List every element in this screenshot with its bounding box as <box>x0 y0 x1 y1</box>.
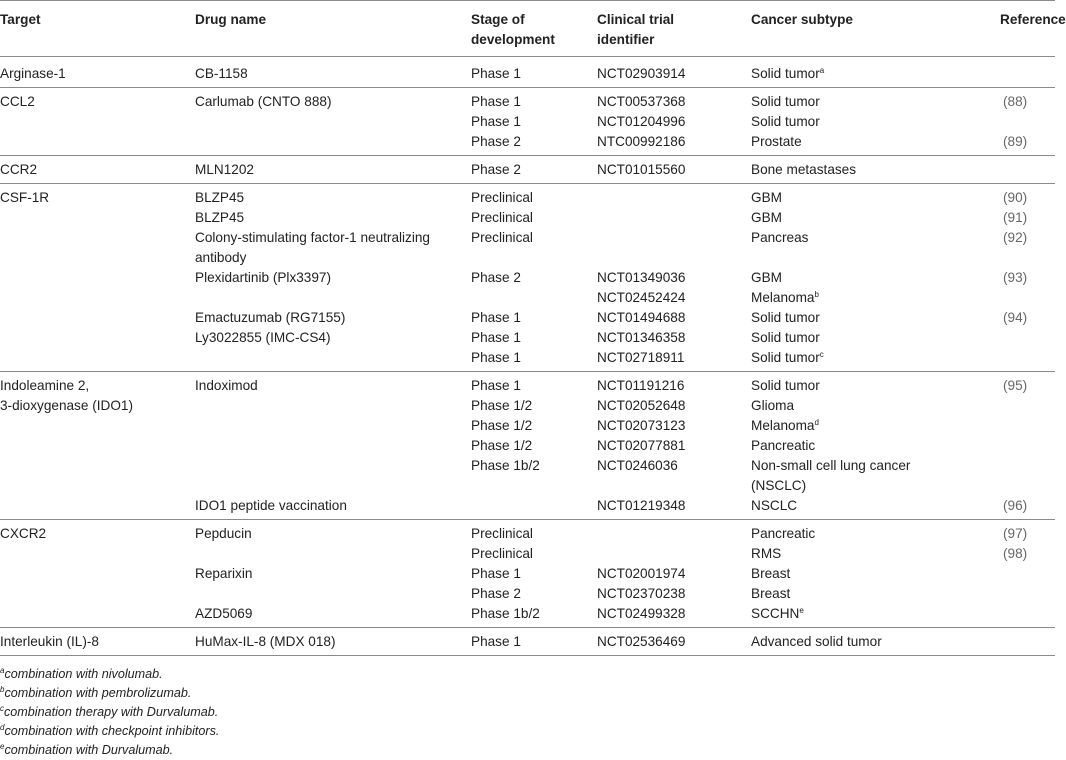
trial-identifier: NCT02073123 <box>597 418 686 433</box>
group-separator-rule <box>0 183 1055 184</box>
stage-of-development: Preclinical <box>471 546 533 561</box>
footnote-text: combination with nivolumab. <box>4 667 163 681</box>
reference-link[interactable]: (94) <box>1003 310 1028 325</box>
trial-identifier: NCT02001974 <box>597 566 686 581</box>
cancer-subtype: Melanoma$^b$ <box>751 290 819 305</box>
drug-name: MLN1202 <box>195 162 254 177</box>
cancer-subtype: Melanoma$^d$ <box>751 418 819 433</box>
footnote <box>0 664 163 684</box>
trial-identifier: NCT01015560 <box>597 162 686 177</box>
trial-identifier: NCT02452424 <box>597 290 686 305</box>
trial-identifier: NCT00537368 <box>597 94 686 109</box>
cancer-subtype: Prostate <box>751 134 802 149</box>
stage-of-development: Phase 1 <box>471 310 521 325</box>
group-separator-rule <box>0 627 1055 628</box>
group-separator-rule <box>0 371 1055 372</box>
drug-name: Colony-stimulating factor-1 neutralizing <box>195 230 430 245</box>
stage-of-development: Phase 1/2 <box>471 418 533 433</box>
target-name: Arginase-1 <box>0 66 66 81</box>
cancer-subtype: Breast <box>751 586 791 601</box>
table-bottom-rule <box>0 655 1055 656</box>
stage-of-development: Phase 1/2 <box>471 398 533 413</box>
reference-link[interactable]: (91) <box>1003 210 1028 225</box>
trial-identifier: NCT02499328 <box>597 606 686 621</box>
footnote-marker: a <box>0 666 5 675</box>
cancer-subtype: GBM <box>751 190 782 205</box>
drug-name: BLZP45 <box>195 190 245 205</box>
reference-link[interactable]: (95) <box>1003 378 1028 393</box>
footnote-marker: e <box>0 742 5 751</box>
drug-name: AZD5069 <box>195 606 253 621</box>
reference-link[interactable]: (88) <box>1003 94 1028 109</box>
target-name: CSF-1R <box>0 190 50 205</box>
cancer-subtype: RMS <box>751 546 782 561</box>
reference-link[interactable]: (92) <box>1003 230 1028 245</box>
drug-name: antibody <box>195 250 247 265</box>
drug-name: Emactuzumab (RG7155) <box>195 310 346 325</box>
stage-of-development: Phase 1 <box>471 94 521 109</box>
cancer-subtype: Pancreatic <box>751 526 816 541</box>
cancer-subtype: Non-small cell lung cancer <box>751 458 911 473</box>
table-top-rule <box>0 0 1055 1</box>
group-separator-rule <box>0 155 1055 156</box>
footnote-marker: e <box>799 606 804 615</box>
drug-name: Reparixin <box>195 566 253 581</box>
target-name: 3-dioxygenase (IDO1) <box>0 398 133 413</box>
cancer-subtype: Pancreas <box>751 230 809 245</box>
footnote-text: combination with pembrolizumab. <box>4 686 192 700</box>
cancer-subtype: Solid tumor <box>751 330 820 345</box>
cancer-subtype: Bone metastases <box>751 162 857 177</box>
stage-of-development: Phase 1 <box>471 378 521 393</box>
cancer-subtype: GBM <box>751 210 782 225</box>
drug-name: HuMax-IL-8 (MDX 018) <box>195 634 336 649</box>
header-target: Target <box>0 12 41 27</box>
stage-of-development: Phase 2 <box>471 270 521 285</box>
trial-identifier: NCT01219348 <box>597 498 686 513</box>
stage-of-development: Preclinical <box>471 190 533 205</box>
reference-link[interactable]: (96) <box>1003 498 1028 513</box>
cancer-subtype: Pancreatic <box>751 438 816 453</box>
drug-name: Plexidartinib (Plx3397) <box>195 270 332 285</box>
reference-link[interactable]: (90) <box>1003 190 1028 205</box>
stage-of-development: Phase 1b/2 <box>471 606 540 621</box>
target-name: CXCR2 <box>0 526 47 541</box>
footnote-marker: b <box>814 290 819 299</box>
target-name: Indoleamine 2, <box>0 378 90 393</box>
cancer-subtype: Solid tumor <box>751 378 820 393</box>
footnote-marker: a <box>819 66 825 75</box>
trial-identifier: NCT02370238 <box>597 586 686 601</box>
trial-identifier: NCT02718911 <box>597 350 685 365</box>
header-drug-name: Drug name <box>195 12 267 27</box>
stage-of-development: Phase 2 <box>471 162 521 177</box>
drug-name: Indoximod <box>195 378 258 393</box>
stage-of-development: Phase 1 <box>471 350 521 365</box>
cancer-subtype: Advanced solid tumor <box>751 634 882 649</box>
footnote <box>0 721 219 741</box>
footnote-marker: d <box>0 723 5 732</box>
target-name: CCR2 <box>0 162 38 177</box>
header-reference: Reference <box>1000 12 1066 27</box>
reference-link[interactable]: (89) <box>1003 134 1028 149</box>
trial-identifier: NCT01346358 <box>597 330 686 345</box>
footnote-text: combination with Durvalumab. <box>4 743 174 757</box>
stage-of-development: Phase 1/2 <box>471 438 533 453</box>
header-trial-id: Clinical trial <box>597 12 675 27</box>
trial-identifier: NTC00992186 <box>597 134 686 149</box>
cancer-subtype: NSCLC <box>751 498 798 513</box>
cancer-subtype: Solid tumor$^a$ <box>751 66 825 81</box>
target-name: CCL2 <box>0 94 35 109</box>
footnote <box>0 683 191 703</box>
footnote-text: combination therapy with Durvalumab. <box>4 705 219 719</box>
drug-name: CB-1158 <box>195 66 248 81</box>
stage-of-development: Preclinical <box>471 230 533 245</box>
cancer-subtype: Solid tumor <box>751 94 820 109</box>
footnote-marker: c <box>0 704 4 713</box>
trial-identifier: NCT0246036 <box>597 458 678 473</box>
stage-of-development: Phase 2 <box>471 586 521 601</box>
cancer-subtype: Breast <box>751 566 791 581</box>
group-separator-rule <box>0 519 1055 520</box>
header-stage: development <box>471 32 555 47</box>
stage-of-development: Preclinical <box>471 210 533 225</box>
header-cancer-subtype: Cancer subtype <box>751 12 853 27</box>
header-rule <box>0 56 1055 57</box>
reference-link[interactable]: (93) <box>1003 270 1028 285</box>
footnote-marker: d <box>814 418 819 427</box>
drug-name: BLZP45 <box>195 210 245 225</box>
stage-of-development: Phase 1 <box>471 114 521 129</box>
drug-name: Carlumab (CNTO 888) <box>195 94 332 109</box>
cancer-subtype: GBM <box>751 270 782 285</box>
stage-of-development: Phase 1b/2 <box>471 458 540 473</box>
cancer-subtype: Solid tumor$^c$ <box>751 350 824 365</box>
trial-identifier: NCT02052648 <box>597 398 686 413</box>
stage-of-development: Phase 1 <box>471 634 521 649</box>
stage-of-development: Preclinical <box>471 526 533 541</box>
drug-name: Pepducin <box>195 526 252 541</box>
cancer-subtype: Glioma <box>751 398 795 413</box>
trial-identifier: NCT02536469 <box>597 634 686 649</box>
footnote-marker: c <box>819 350 824 359</box>
cancer-subtype: Solid tumor <box>751 114 820 129</box>
stage-of-development: Phase 1 <box>471 330 521 345</box>
footnote <box>0 740 173 760</box>
cancer-subtype: (NSCLC) <box>751 478 807 493</box>
group-separator-rule <box>0 87 1055 88</box>
cancer-subtype: Solid tumor <box>751 310 820 325</box>
trial-identifier: NCT02077881 <box>597 438 686 453</box>
stage-of-development: Phase 1 <box>471 566 521 581</box>
stage-of-development: Phase 2 <box>471 134 521 149</box>
drug-name: Ly3022855 (IMC-CS4) <box>195 330 331 345</box>
trial-identifier: NCT01349036 <box>597 270 686 285</box>
footnote-text: combination with checkpoint inhibitors. <box>4 724 220 738</box>
reference-link[interactable]: (97) <box>1003 526 1028 541</box>
target-name: Interleukin (IL)-8 <box>0 634 99 649</box>
trial-identifier: NCT02903914 <box>597 66 686 81</box>
header-stage: Stage of <box>471 12 525 27</box>
stage-of-development: Phase 1 <box>471 66 521 81</box>
cancer-subtype: SCCHN$^e$ <box>751 606 804 621</box>
header-trial-id: identifier <box>597 32 655 47</box>
footnote-marker: b <box>0 685 5 694</box>
trial-identifier: NCT01191216 <box>597 378 685 393</box>
drug-name: IDO1 peptide vaccination <box>195 498 347 513</box>
footnote <box>0 702 218 722</box>
trial-identifier: NCT01204996 <box>597 114 686 129</box>
trial-identifier: NCT01494688 <box>597 310 686 325</box>
reference-link[interactable]: (98) <box>1003 546 1028 561</box>
